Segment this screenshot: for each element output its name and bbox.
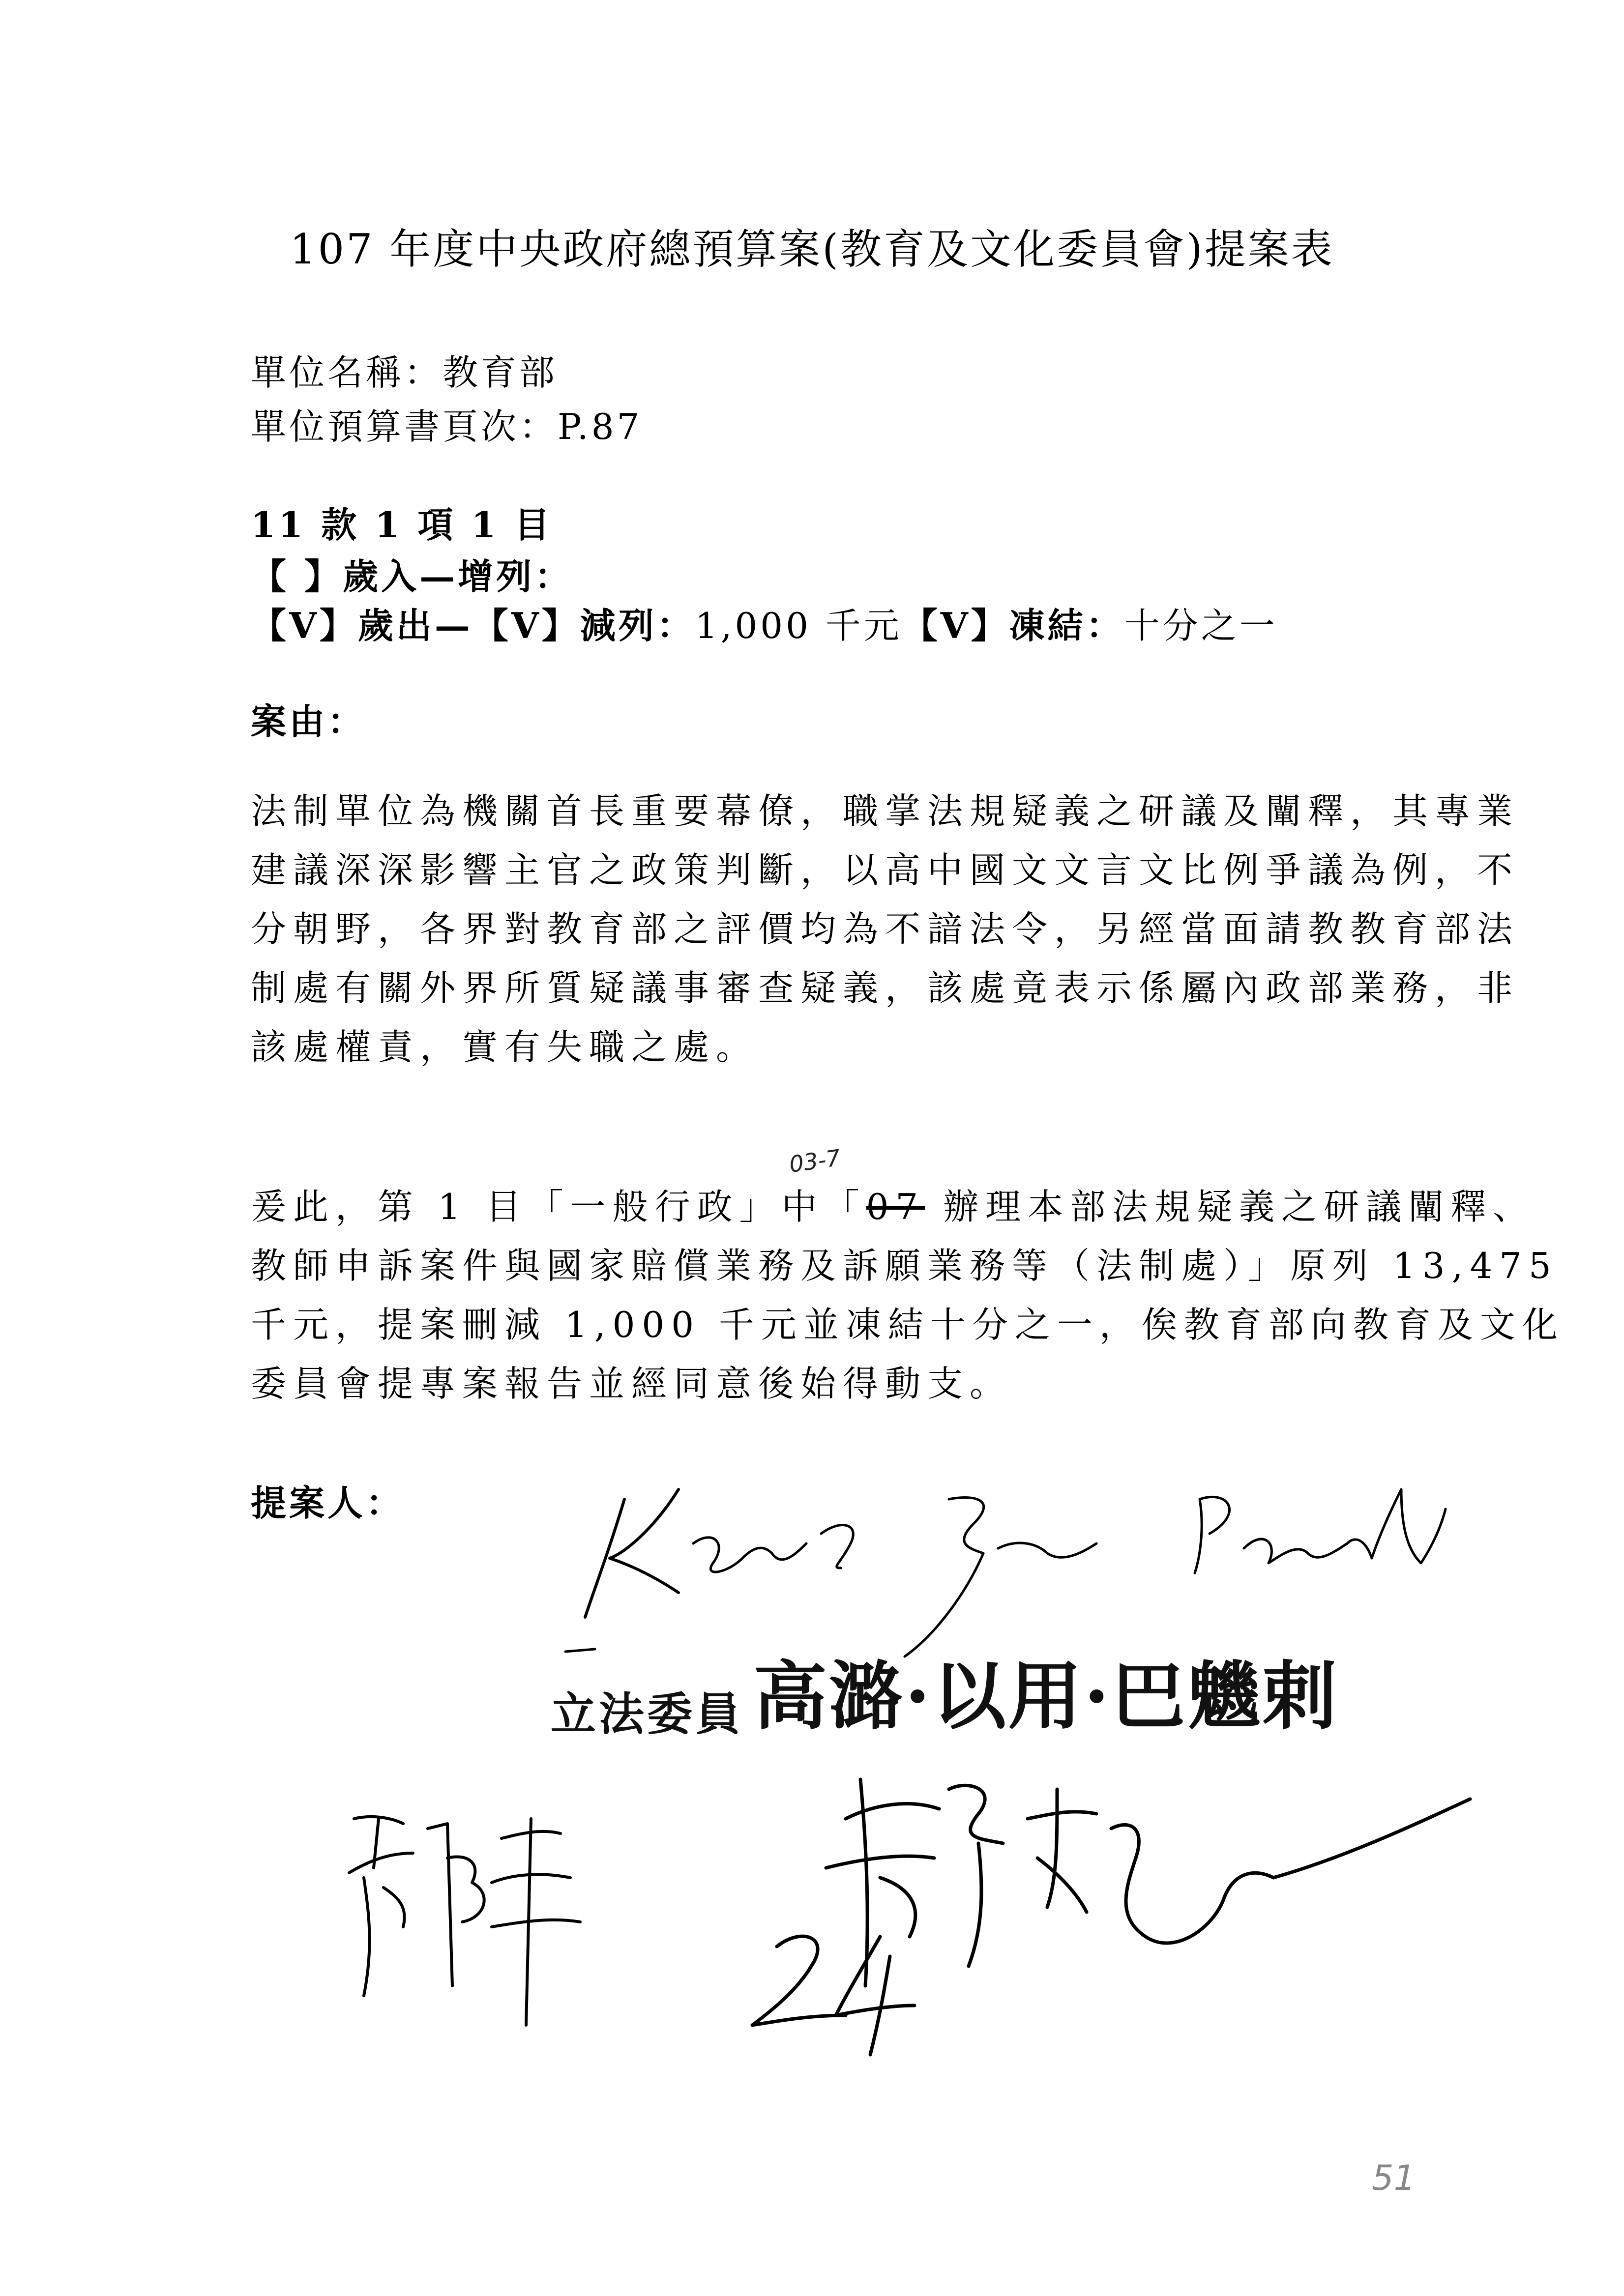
signature-chinese-right [703, 1760, 1490, 2114]
unit-name-label: 單位名稱： [251, 352, 443, 393]
freeze-label: 凍結： [1009, 605, 1124, 646]
reason-line-prefix: 爰此，第 1 目「一般行政」中「 [251, 1186, 866, 1227]
reason-line: 該處權責，實有失職之處。 [251, 1026, 759, 1068]
handwritten-code-insert: 03-7 [787, 1144, 842, 1178]
reason-line: 教師申訴案件與國家賠償業務及訴願業務等（法制處）」原列 13,475 [251, 1245, 1558, 1286]
reason-line: 法制單位為機關首長重要幕僚，職掌法規疑義之研議及闡釋，其專業 [251, 790, 1520, 832]
freeze-fraction: 十分之一 [1124, 605, 1278, 646]
expenditure-checkbox: 【V】 [251, 605, 358, 646]
signature-chinese-left [334, 1799, 610, 2035]
reduce-checkbox: 【V】 [472, 605, 580, 646]
expenditure-line [251, 597, 1278, 648]
reason-line: 分朝野，各界對教育部之評價均為不諳法令，另經當面請教教育部法 [251, 908, 1520, 950]
struck-code: 07 [866, 1186, 925, 1227]
reduce-label: 減列： [580, 605, 695, 646]
reason-heading: 案由： [251, 700, 366, 742]
revenue-line: 【 】歲入—增列： [251, 555, 573, 597]
proposer-label: 提案人： [251, 1482, 405, 1524]
legislator-stamp [551, 1637, 1338, 1743]
reason-line: 委員會提專案報告並經同意後始得動支。 [251, 1363, 1012, 1404]
reason-paragraph-2 [251, 1177, 1565, 1413]
budget-item-code: 11 款 1 項 1 目 [251, 504, 553, 546]
reason-line: 制處有關外界所質疑議事審查疑義，該處竟表示係屬內政部業務，非 [251, 967, 1520, 1009]
reason-line-suffix: 辦理本部法規疑義之研議闡釋、 [925, 1186, 1535, 1227]
unit-name-line [251, 344, 558, 395]
unit-name-value: 教育部 [443, 352, 558, 393]
stamp-prefix: 立法委員 [551, 1687, 744, 1741]
reason-line: 千元，提案刪減 1,000 千元並凍結十分之一，俟教育部向教育及文化 [251, 1304, 1565, 1345]
document-title: 107 年度中央政府總預算案(教育及文化委員會)提案表 [290, 225, 1334, 273]
freeze-checkbox: 【V】 [902, 605, 1009, 646]
unit-page-value: P.87 [558, 406, 643, 447]
signature-latin [565, 1470, 1500, 1657]
expenditure-label: 歲出— [357, 605, 473, 646]
unit-page-label: 單位預算書頁次： [251, 406, 558, 447]
stamp-name: 高潞·以用·巴魕剌 [753, 1653, 1339, 1740]
reduce-amount: 1,000 千元 [695, 605, 902, 646]
reason-line: 建議深深影響主官之政策判斷，以高中國文文言文比例爭議為例，不 [251, 849, 1520, 891]
unit-page-line [251, 398, 642, 449]
reason-line [251, 1177, 1565, 1236]
page-mark: 51 [1372, 2158, 1416, 2198]
reason-paragraph-1 [251, 782, 1519, 1076]
